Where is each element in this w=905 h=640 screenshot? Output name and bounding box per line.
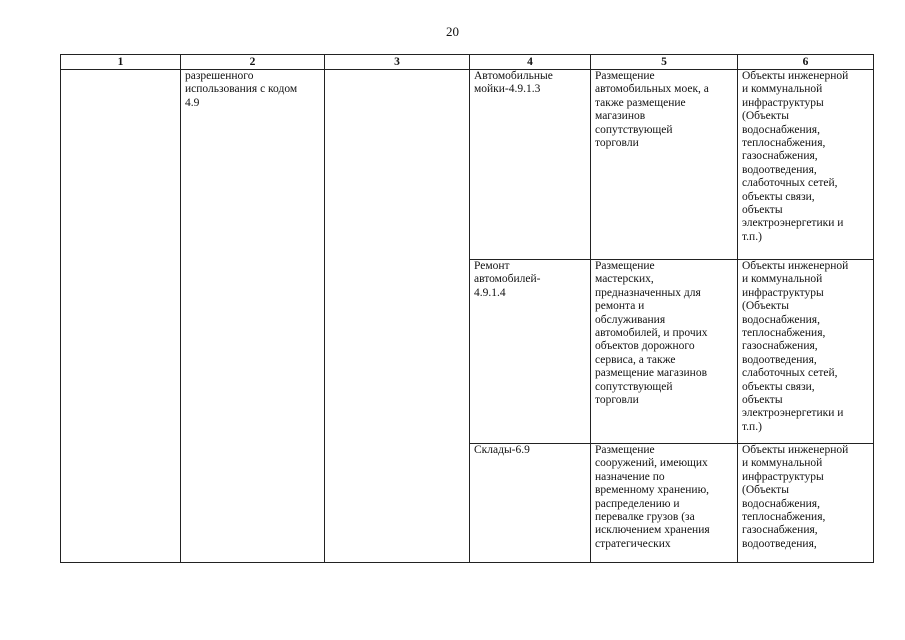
- use-description-cell: Размещение сооружений, имеющих назначение по временному хранению, распределению и перевалке грузов (за исключением хранения стратегических: [591, 444, 738, 563]
- infrastructure-objects-cell: Объекты инженерной и коммунальной инфраструктуры (Объекты водоснабжения, теплоснабжения, газоснабжения, водоотведения, слаботочных сетей, объекты связи, объекты электроэнергетики и т.п.): [738, 260, 874, 444]
- column-header-3: 3: [325, 55, 470, 70]
- use-type-cell: Ремонт автомобилей- 4.9.1.4: [470, 260, 591, 444]
- infrastructure-objects-cell: Объекты инженерной и коммунальной инфраструктуры (Объекты водоснабжения, теплоснабжения, газоснабжения, водоотведения,: [738, 444, 874, 563]
- continued-use-text-cell: разрешенного использования с кодом 4.9: [181, 70, 325, 563]
- column-1-cell: [61, 70, 181, 563]
- infrastructure-objects-cell: Объекты инженерной и коммунальной инфраструктуры (Объекты водоснабжения, теплоснабжения, газоснабжения, водоотведения, слаботочных сетей, объекты связи, объекты электроэнергетики и т.п.): [738, 70, 874, 260]
- land-use-table: [60, 54, 874, 563]
- use-description-cell: Размещение автомобильных моек, а также размещение магазинов сопутствующей торговли: [591, 70, 738, 260]
- page-number: 20: [446, 24, 459, 39]
- column-header-4: 4: [470, 55, 591, 70]
- use-type-cell: Автомобильные мойки-4.9.1.3: [470, 70, 591, 260]
- table-header-row: [61, 55, 874, 70]
- table-row: [61, 70, 874, 260]
- column-header-1: 1: [61, 55, 181, 70]
- use-description-cell: Размещение мастерских, предназначенных для ремонта и обслуживания автомобилей, и прочих объектов дорожного сервиса, а также размещение магазинов сопутствующей торговли: [591, 260, 738, 444]
- column-header-6: 6: [738, 55, 874, 70]
- column-header-2: 2: [181, 55, 325, 70]
- use-type-cell: Склады-6.9: [470, 444, 591, 563]
- column-3-cell: [325, 70, 470, 563]
- column-header-5: 5: [591, 55, 738, 70]
